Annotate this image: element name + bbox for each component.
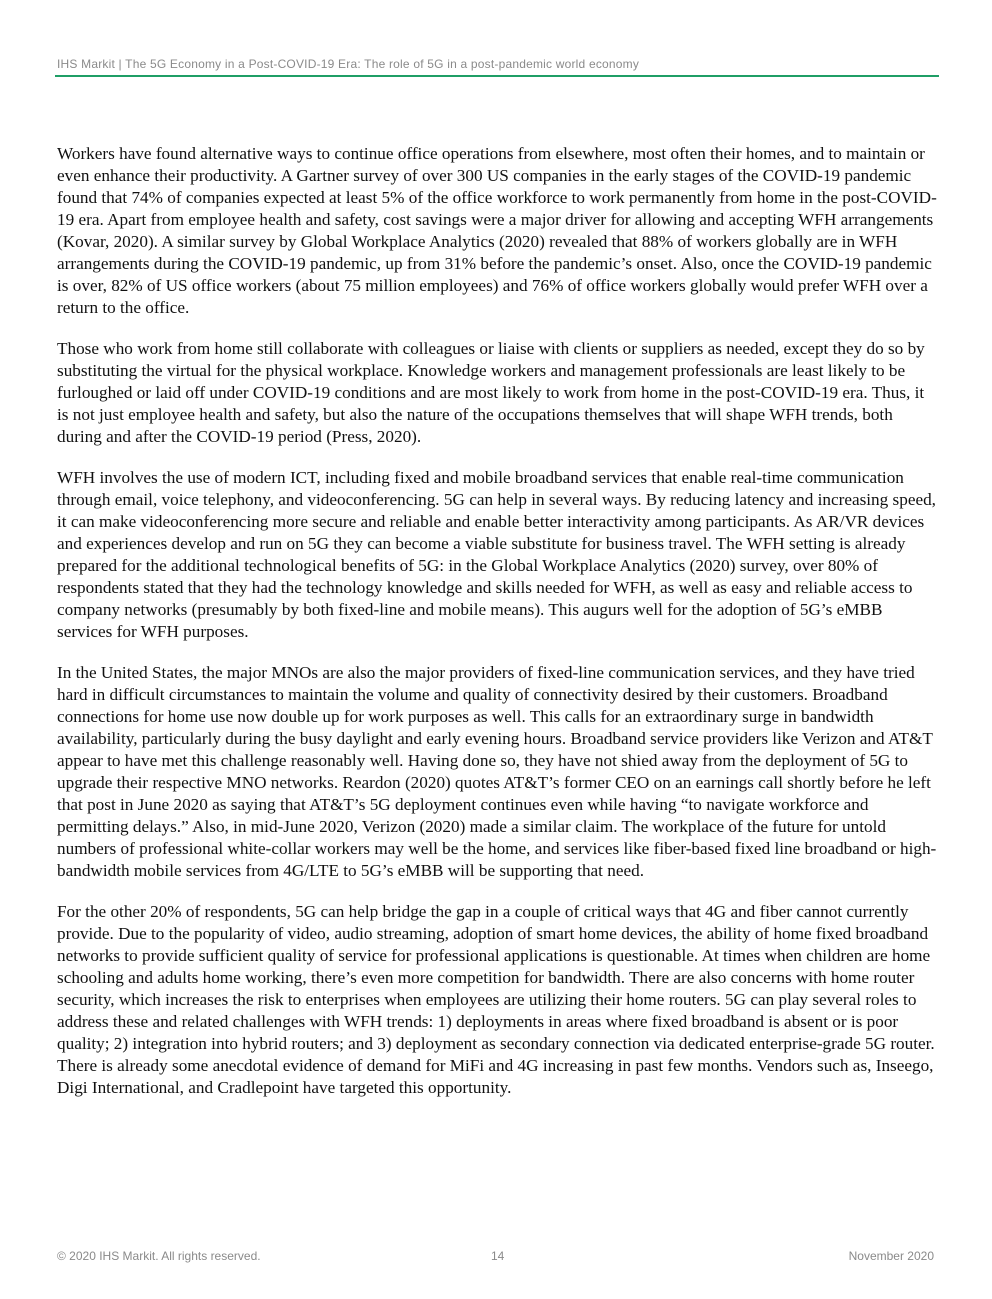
body-paragraph-2: Those who work from home still collaborate with colleagues or liaise with clients or suppliers as needed, except they do so by substituting the virtual for the physical workplace. Knowledge workers and management professionals are least likely to be furloughed or laid off under COVID-19 conditions and are most likely to work from home in the post-COVID-19 era. Thus, it is not just employee health and safety, but also the nature of the occupations themselves that will shape WFH trends, both during and after the COVID-19 period (Press, 2020). [57, 339, 925, 446]
footer-copyright: © 2020 IHS Markit. All rights reserved. [57, 1249, 261, 1263]
body-paragraph-4: In the United States, the major MNOs are also the major providers of fixed-line communication services, and they have tried hard in difficult circumstances to maintain the volume and quality of connectivity desired by their customers. Broadband connections for home use now double up for work purposes as well. This calls for an extraordinary surge in bandwidth availability, particularly during the busy daylight and early evening hours. Broadband service providers like Verizon and AT&T appear to have met this challenge reasonably well. Having done so, they have not shied away from the deployment of 5G to upgrade their respective MNO networks. Reardon (2020) quotes AT&T’s former CEO on an earnings call shortly before he left that post in June 2020 as saying that AT&T’s 5G deployment continues even while having “to navigate workforce and permitting delays.” Also, in mid-June 2020, Verizon (2020) made a similar claim. The workplace of the future for untold numbers of professional white-collar workers may well be the home, and services like fiber-based fixed line broadband or high-bandwidth mobile services from 4G/LTE to 5G’s eMBB will be supporting that need. [57, 663, 937, 880]
body-paragraph-3: WFH involves the use of modern ICT, including fixed and mobile broadband services that enable real-time communication through email, voice telephony, and videoconferencing. 5G can help in several ways. By reducing latency and increasing speed, it can make videoconferencing more secure and reliable and enable better interactivity among participants. As AR/VR devices and experiences develop and run on 5G they can become a viable substitute for business travel. The WFH setting is already prepared for the additional technological benefits of 5G: in the Global Workplace Analytics (2020) survey, over 80% of respondents stated that they had the technology knowledge and skills needed for WFH, as well as easy and reliable access to company networks (presumably by both fixed-line and mobile means). This augurs well for the adoption of 5G’s eMBB services for WFH purposes. [57, 468, 936, 641]
header-divider [55, 75, 939, 77]
body-paragraph-1: Workers have found alternative ways to continue office operations from elsewhere, most often their homes, and to maintain or even enhance their productivity. A Gartner survey of over 300 US companies in the early stages of the COVID-19 pandemic found that 74% of companies expected at least 5% of the office workforce to work permanently from home in the post-COVID-19 era. Apart from employee health and safety, cost savings were a major driver for allowing and accepting WFH arrangements (Kovar, 2020). A similar survey by Global Workplace Analytics (2020) revealed that 88% of workers globally are in WFH arrangements during the COVID-19 pandemic, up from 31% before the pandemic’s onset. Also, once the COVID-19 pandemic is over, 82% of US office workers (about 75 million employees) and 76% of office workers globally would prefer WFH over a return to the office. [57, 144, 937, 317]
page-header-title: IHS Markit | The 5G Economy in a Post-COVID-19 Era: The role of 5G in a post-pandemic world economy [57, 57, 640, 71]
body-paragraph-5: For the other 20% of respondents, 5G can help bridge the gap in a couple of critical ways that 4G and fiber cannot currently provide. Due to the popularity of video, audio streaming, adoption of smart home devices, the ability of home fixed broadband networks to provide sufficient quality of service for professional applications is questionable. At times when children are home schooling and adults home working, there’s even more competition for bandwidth. There are also concerns with home router security, which increases the risk to enterprises when employees are utilizing their home routers. 5G can play several roles to address these and related challenges with WFH trends: 1) deployments in areas where fixed broadband is absent or is poor quality; 2) integration into hybrid routers; and 3) deployment as secondary connection via dedicated enterprise-grade 5G router. There is already some anecdotal evidence of demand for MiFi and 4G increasing in past few months. Vendors such as, Inseego, Digi International, and Cradlepoint have targeted this opportunity. [57, 902, 935, 1097]
footer-date: November 2020 [848, 1249, 934, 1263]
document-body [57, 143, 937, 1118]
footer-page-number: 14 [491, 1249, 505, 1263]
